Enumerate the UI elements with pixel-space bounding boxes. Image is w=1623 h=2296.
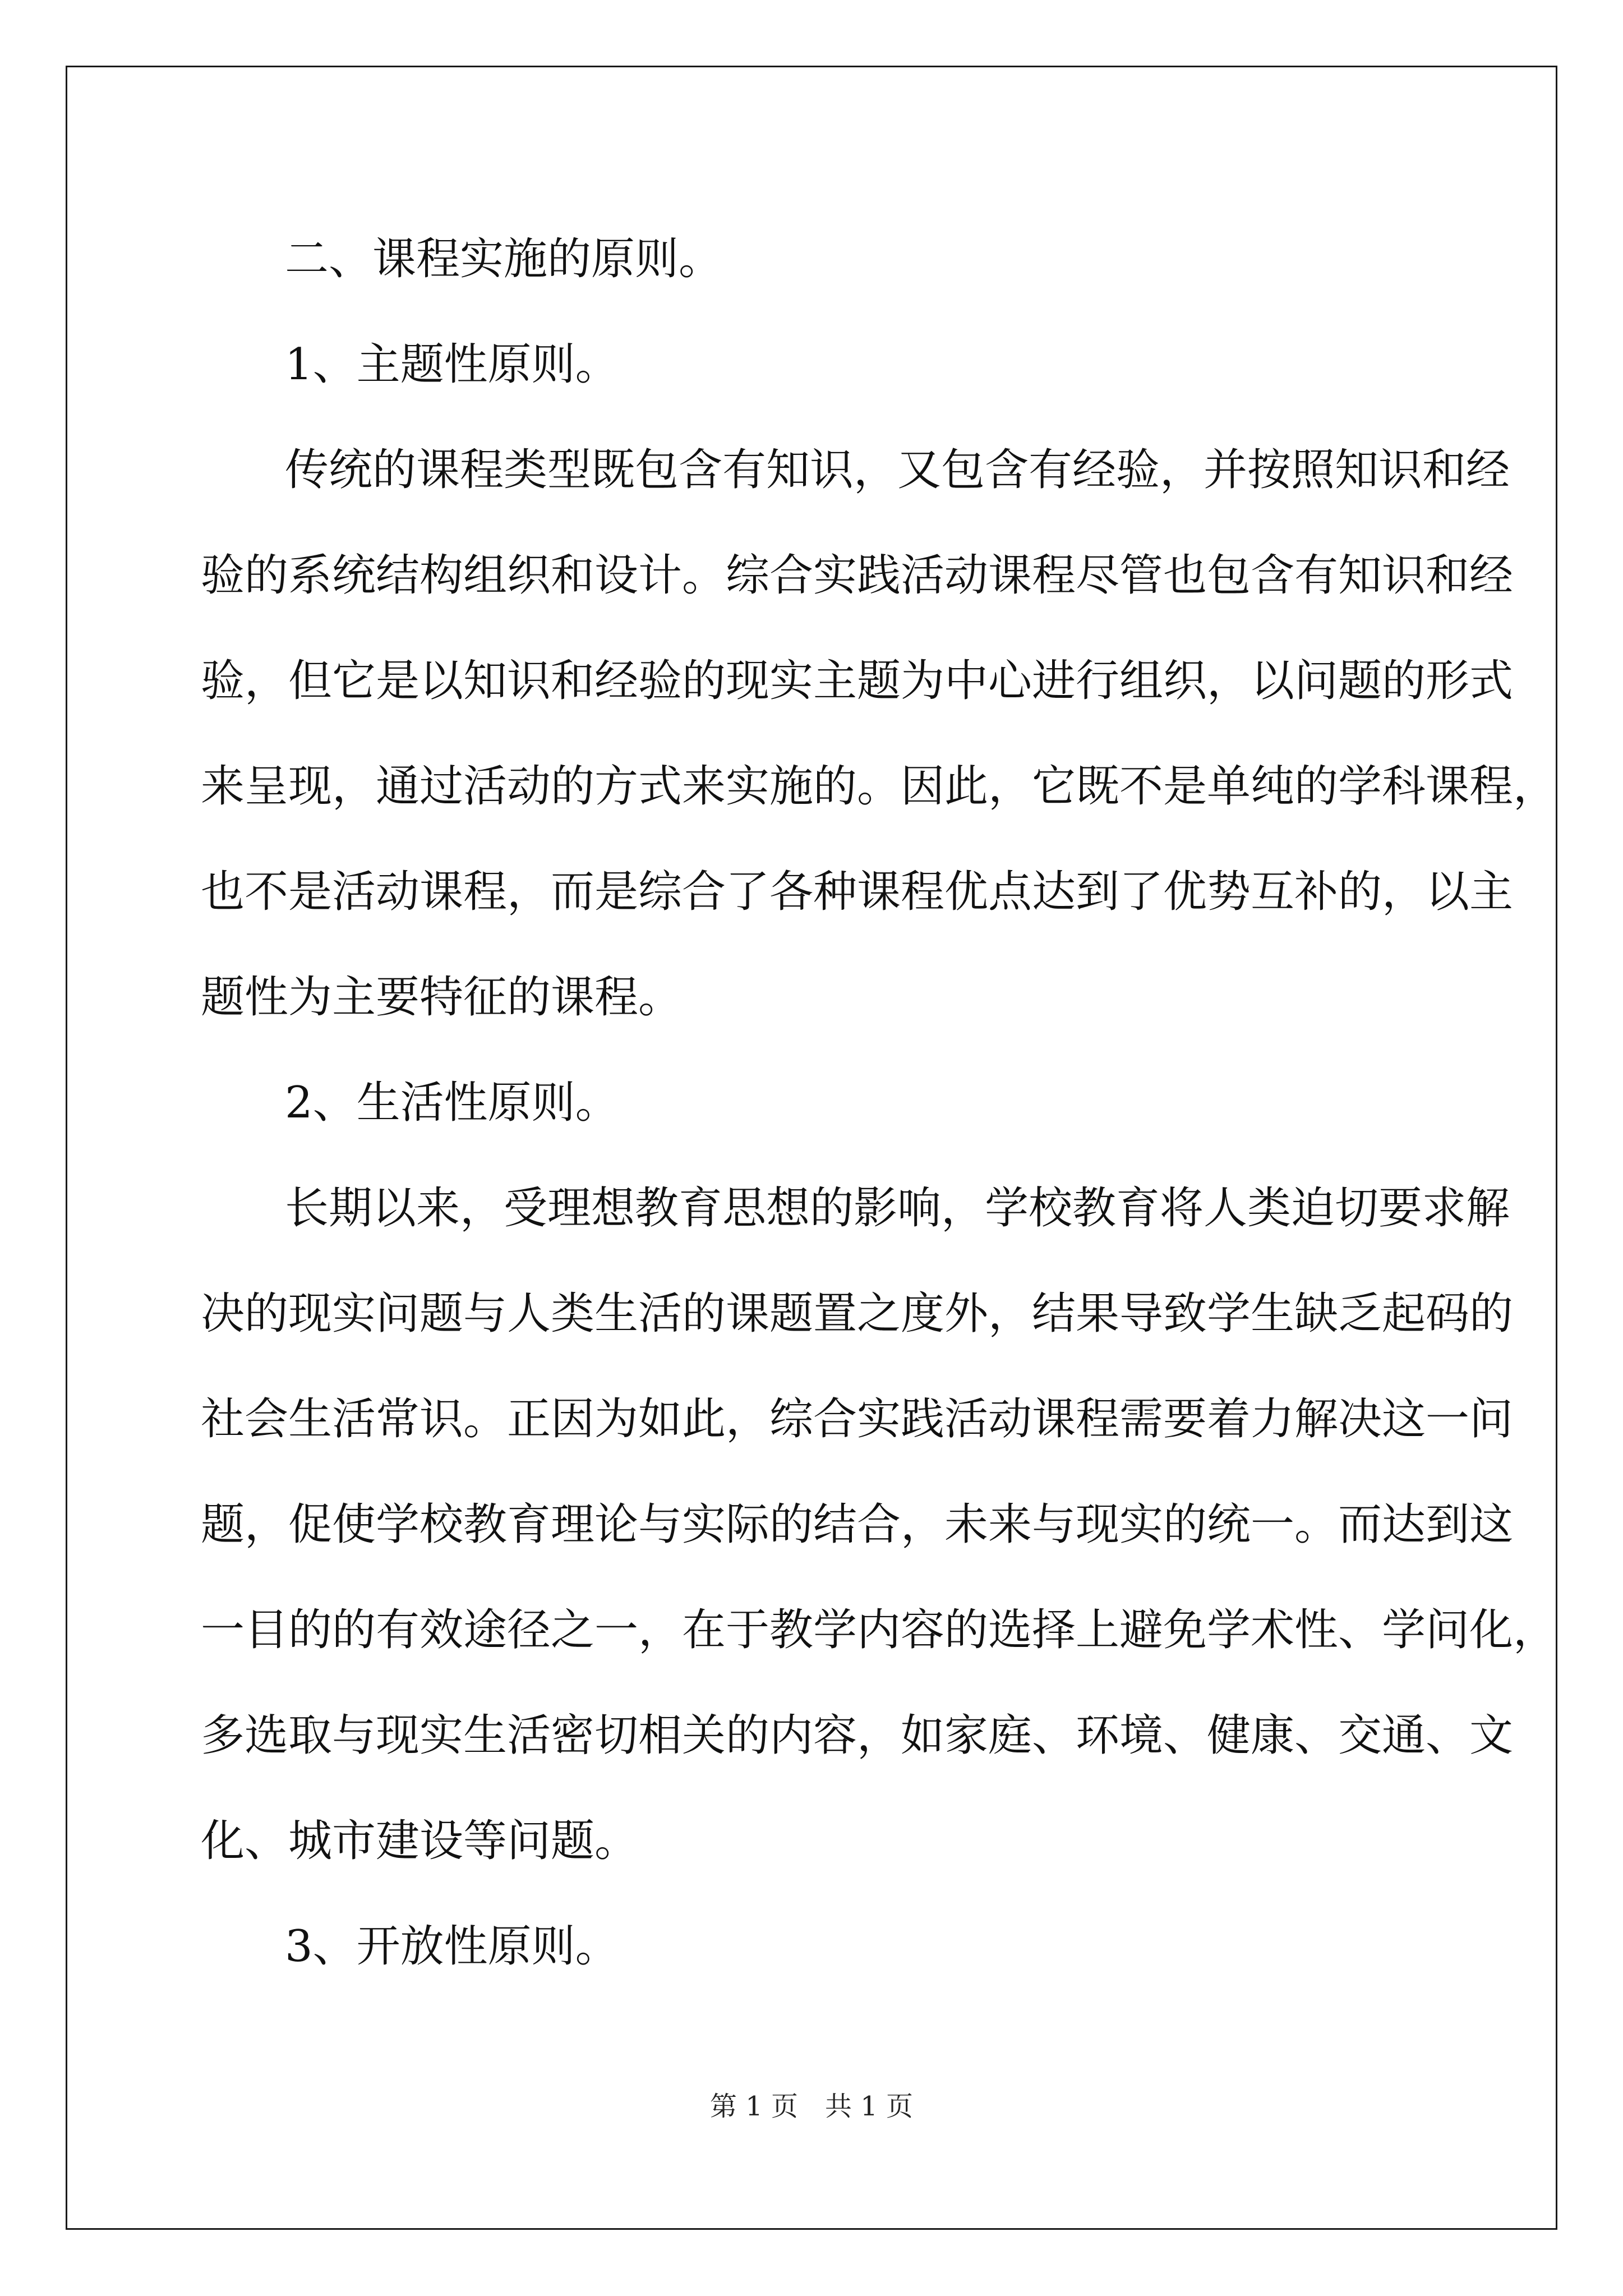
text-line: 验的系统结构组织和设计。综合实践活动课程尽管也包含有知识和经: [201, 550, 1514, 601]
text-line: 验，但它是以知识和经验的现实主题为中心进行组织，以问题的形式: [201, 656, 1514, 706]
text-line: 化、城市建设等问题。: [201, 1816, 639, 1866]
text-line: 1、主题性原则。: [285, 339, 619, 390]
text-line: 题性为主要特征的课程。: [201, 972, 683, 1023]
text-line: 社会生活常识。正因为如此，综合实践活动课程需要着力解决这一问: [201, 1394, 1514, 1444]
text-line: 决的现实问题与人类生活的课题置之度外，结果导致学生缺乏起码的: [201, 1289, 1514, 1339]
text-line: 多选取与现实生活密切相关的内容，如家庭、环境、健康、交通、文: [201, 1710, 1514, 1761]
text-line: 来呈现，通过活动的方式来实施的。因此，它既不是单纯的学科课程，: [201, 761, 1557, 812]
page-footer: 第 1 页 共 1 页: [709, 2091, 914, 2122]
text-line: 也不是活动课程，而是综合了各种课程优点达到了优势互补的，以主: [201, 867, 1514, 917]
text-line: 传统的课程类型既包含有知识，又包含有经验，并按照知识和经: [285, 445, 1510, 495]
text-line: 题，促使学校教育理论与实际的结合，未来与现实的统一。而达到这: [201, 1499, 1514, 1550]
document-body: [201, 206, 1557, 1999]
text-line: 一目的的有效途径之一，在于教学内容的选择上避免学术性、学问化，: [201, 1605, 1557, 1655]
text-line: 长期以来，受理想教育思想的影响，学校教育将人类迫切要求解: [285, 1183, 1510, 1234]
text-line: 2、生活性原则。: [285, 1078, 619, 1128]
text-line: 二、课程实施的原则。: [285, 234, 723, 284]
text-line: 3、开放性原则。: [285, 1921, 619, 1972]
